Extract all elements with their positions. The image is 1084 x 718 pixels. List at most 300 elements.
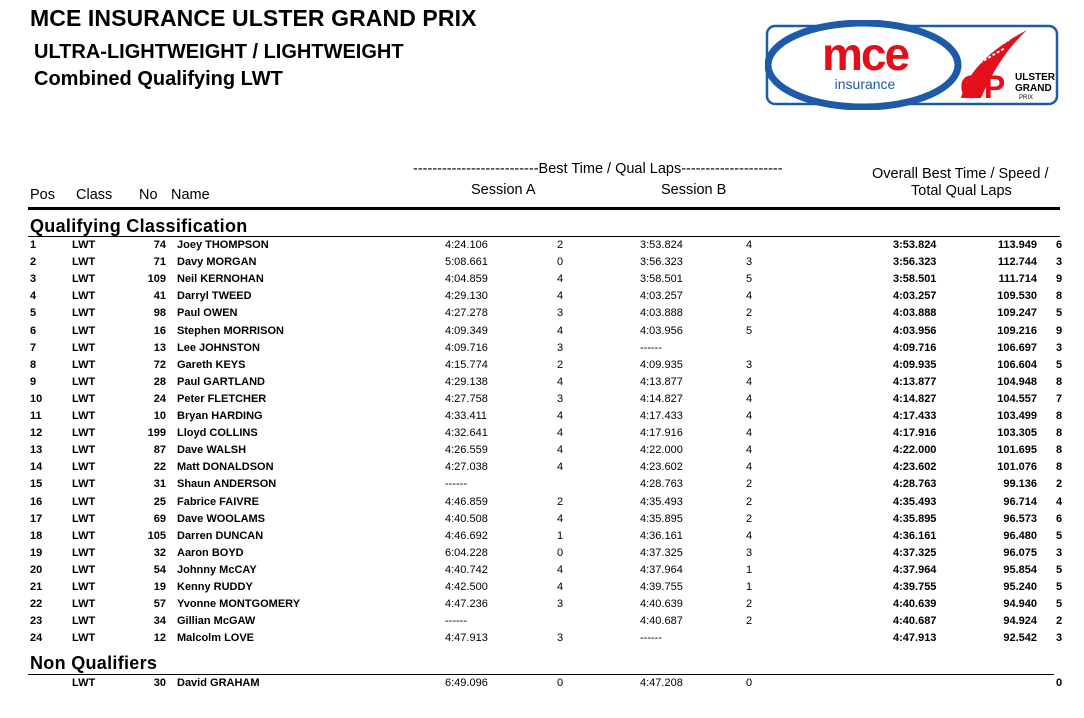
number-cell: 98: [153, 307, 166, 320]
session-b-laps-cell: 2: [746, 598, 753, 611]
class-cell: LWT: [72, 410, 96, 422]
total-laps-cell: 6: [1056, 512, 1063, 525]
total-laps-cell: 9: [1056, 324, 1063, 337]
session-a-time-cell: 5:08.661: [445, 256, 488, 269]
session-b-time-cell: 4:37.325: [640, 546, 683, 559]
qualifying-section-rule: [28, 236, 1060, 237]
total-laps-cell: 8: [1056, 410, 1063, 422]
class-cell: LWT: [72, 615, 96, 628]
session-a-time-cell: 4:04.859: [445, 273, 488, 286]
best-time-group-header: --------------------------Best Time / Qual Laps---------------------: [413, 161, 783, 177]
total-laps-cell: 2: [1056, 615, 1063, 628]
table-row: [0, 359, 1084, 376]
session-a-time-cell: 4:27.758: [445, 392, 488, 405]
session-b-time-cell: 4:09.935: [640, 358, 683, 371]
overall-header-line2: Total Qual Laps: [911, 183, 1012, 199]
session-b-laps-cell: 3: [746, 256, 753, 269]
session-a-laps-cell: 2: [557, 495, 564, 508]
table-row: [0, 547, 1084, 564]
class-cell: LWT: [72, 324, 96, 337]
table-row: [0, 632, 1084, 649]
total-laps-cell: 2: [1056, 478, 1063, 491]
non-qualifiers-section-rule: [28, 674, 1054, 675]
session-a-laps-cell: 4: [557, 427, 564, 440]
session-a-time-cell: 4:29.138: [445, 375, 488, 388]
position-cell: 1: [30, 239, 37, 251]
speed-cell: 96.573: [1003, 512, 1037, 525]
number-cell: 24: [153, 392, 166, 405]
non-qualifiers-section-title: Non Qualifiers: [30, 653, 158, 673]
session-b-time-cell: 4:03.257: [640, 290, 683, 303]
session-b-laps-cell: 4: [746, 529, 753, 542]
class-cell: LWT: [72, 392, 96, 405]
class-cell: LWT: [72, 341, 96, 354]
class-cell: LWT: [72, 598, 96, 611]
number-cell: 32: [153, 546, 166, 559]
number-cell: 16: [153, 324, 166, 337]
session-b-laps-cell: 4: [746, 239, 753, 251]
rider-name-cell: Joey THOMPSON: [177, 239, 269, 251]
speed-cell: 101.695: [997, 444, 1037, 457]
table-row: [0, 598, 1084, 615]
number-cell: 31: [153, 478, 166, 491]
class-cell: LWT: [72, 239, 96, 251]
total-laps-cell: 9: [1056, 273, 1063, 286]
no-header: No: [139, 187, 158, 203]
session-a-laps-cell: 4: [557, 444, 564, 457]
position-cell: 14: [30, 461, 43, 474]
overall-best-time-cell: 4:03.257: [893, 290, 937, 303]
speed-cell: 99.136: [1003, 478, 1037, 491]
rider-name-cell: Gareth KEYS: [177, 358, 246, 371]
position-cell: 7: [30, 341, 37, 354]
class-cell: LWT: [72, 632, 96, 645]
session-a-time-cell: 4:27.278: [445, 307, 488, 320]
name-header: Name: [171, 187, 210, 203]
session-a-laps-cell: 3: [557, 392, 564, 405]
table-row: [0, 444, 1084, 461]
session-a-time-cell: 4:09.349: [445, 324, 488, 337]
total-laps-cell: 5: [1056, 581, 1063, 593]
position-cell: 3: [30, 273, 37, 286]
rider-name-cell: Gillian McGAW: [177, 615, 256, 628]
qualifying-section-title: Qualifying Classification: [30, 216, 248, 236]
total-laps-cell: 7: [1056, 392, 1063, 405]
number-cell: 34: [153, 615, 166, 628]
class-cell: LWT: [72, 358, 96, 371]
overall-best-time-cell: 4:09.716: [893, 341, 937, 354]
overall-best-time-cell: 4:39.755: [893, 581, 937, 593]
session-b-time-cell: 4:35.895: [640, 512, 683, 525]
class-cell: LWT: [72, 273, 96, 286]
session-a-laps-cell: 4: [557, 512, 564, 525]
number-cell: 72: [153, 358, 166, 371]
number-cell: 19: [153, 581, 166, 593]
number-cell: 71: [153, 256, 166, 269]
session-a-time-cell: 4:46.692: [445, 529, 488, 542]
number-cell: 109: [147, 273, 166, 286]
logo-gp-text: GP: [960, 69, 1005, 105]
logo-insurance-text: insurance: [834, 76, 896, 92]
table-row: [0, 581, 1084, 598]
session-b-time-cell: 4:40.639: [640, 598, 683, 611]
session-b-laps-cell: 5: [746, 273, 753, 286]
table-row: [0, 342, 1084, 359]
position-cell: 23: [30, 615, 43, 628]
session-a-laps-cell: 3: [557, 307, 564, 320]
session-a-laps-cell: 4: [557, 410, 564, 422]
session-a-laps-cell: 4: [557, 581, 564, 593]
speed-cell: 96.075: [1003, 546, 1037, 559]
session-b-time-cell: 4:47.208: [640, 677, 683, 689]
speed-cell: 95.854: [1003, 563, 1037, 576]
session-b-laps-cell: 2: [746, 307, 753, 320]
total-laps-cell: 8: [1056, 461, 1063, 474]
table-row: [0, 496, 1084, 513]
session-a-time-cell: 6:49.096: [445, 677, 488, 689]
session-b-time-cell: ------: [640, 341, 662, 354]
class-cell: LWT: [72, 563, 96, 576]
rider-name-cell: Shaun ANDERSON: [177, 478, 277, 491]
session-b-time-cell: 4:03.888: [640, 307, 683, 320]
total-laps-cell: 8: [1056, 290, 1063, 303]
class-cell: LWT: [72, 546, 96, 559]
class-cell: LWT: [72, 495, 96, 508]
session-a-laps-cell: 3: [557, 632, 564, 645]
rider-name-cell: Malcolm LOVE: [177, 632, 255, 645]
number-cell: 105: [147, 529, 166, 542]
speed-cell: 109.216: [997, 324, 1037, 337]
session-a-time-cell: 4:42.500: [445, 581, 488, 593]
session-b-laps-cell: 3: [746, 546, 753, 559]
session-a-laps-cell: 2: [557, 358, 564, 371]
rider-name-cell: Dave WOOLAMS: [177, 512, 266, 525]
rider-name-cell: Peter FLETCHER: [177, 392, 267, 405]
overall-best-time-cell: 4:37.964: [893, 563, 937, 576]
speed-cell: 111.714: [998, 273, 1037, 286]
total-laps-cell: 4: [1056, 495, 1063, 508]
table-row: [0, 325, 1084, 342]
number-cell: 28: [153, 375, 166, 388]
rider-name-cell: Lloyd COLLINS: [177, 427, 258, 440]
rider-name-cell: Davy MORGAN: [177, 256, 257, 269]
position-cell: 13: [30, 444, 43, 457]
logo-grand-text: GRAND: [1015, 83, 1052, 94]
total-laps-cell: 5: [1056, 598, 1063, 611]
position-cell: 8: [30, 358, 37, 371]
class-cell: LWT: [72, 256, 96, 269]
class-cell: LWT: [72, 307, 96, 320]
table-row: [0, 677, 1084, 694]
speed-cell: 94.940: [1003, 598, 1037, 611]
session-b-laps-cell: 1: [746, 563, 753, 576]
number-cell: 13: [153, 341, 166, 354]
class-cell: LWT: [72, 461, 96, 474]
overall-best-time-cell: 4:23.602: [893, 461, 937, 474]
total-laps-cell: 3: [1056, 632, 1063, 645]
session-b-time-cell: ------: [640, 632, 662, 645]
speed-cell: 95.240: [1003, 581, 1037, 593]
position-cell: 21: [30, 581, 43, 593]
speed-cell: 101.076: [997, 461, 1037, 474]
header-rule: [28, 207, 1060, 210]
overall-best-time-cell: 4:17.916: [893, 427, 937, 440]
table-row: [0, 273, 1084, 290]
session-a-laps-cell: 4: [557, 563, 564, 576]
class-cell: LWT: [72, 444, 96, 457]
session-b-laps-cell: 4: [746, 392, 753, 405]
speed-cell: 104.557: [997, 392, 1037, 405]
rider-name-cell: Aaron BOYD: [177, 546, 244, 559]
overall-best-time-cell: 4:13.877: [893, 375, 937, 388]
overall-best-time-cell: 4:35.895: [893, 512, 937, 525]
session-b-time-cell: 4:37.964: [640, 563, 683, 576]
total-laps-cell: 5: [1056, 307, 1063, 320]
session-b-laps-cell: 2: [746, 478, 753, 491]
position-cell: 19: [30, 546, 43, 559]
table-row: [0, 461, 1084, 478]
session-a-laps-cell: 4: [557, 273, 564, 286]
session-a-time-cell: ------: [445, 615, 467, 628]
logo-ulster-text: ULSTER: [1015, 72, 1055, 83]
session-a-time-cell: 4:15.774: [445, 358, 488, 371]
number-cell: 87: [153, 444, 166, 457]
overall-best-time-cell: 3:53.824: [893, 239, 937, 251]
position-cell: 10: [30, 392, 43, 405]
total-laps-cell: 5: [1056, 563, 1063, 576]
position-cell: 20: [30, 563, 43, 576]
session-a-time-cell: 4:27.038: [445, 461, 488, 474]
rider-name-cell: Dave WALSH: [177, 444, 247, 457]
session-b-time-cell: 3:56.323: [640, 256, 683, 269]
overall-best-time-cell: 4:14.827: [893, 392, 937, 405]
overall-best-time-cell: 4:17.433: [893, 410, 937, 422]
class-cell: LWT: [72, 375, 96, 388]
table-row: [0, 307, 1084, 324]
number-cell: 10: [153, 410, 166, 422]
class-cell: LWT: [72, 529, 96, 542]
speed-cell: 103.499: [997, 410, 1037, 422]
rider-name-cell: Yvonne MONTGOMERY: [177, 598, 301, 611]
session-b-laps-cell: 4: [746, 290, 753, 303]
rider-name-cell: Neil KERNOHAN: [177, 273, 264, 286]
speed-cell: 113.949: [997, 239, 1037, 251]
session-b-laps-cell: 4: [746, 410, 753, 422]
session-a-time-cell: 4:40.508: [445, 512, 488, 525]
overall-best-time-cell: 4:03.956: [893, 324, 937, 337]
table-row: [0, 478, 1084, 495]
session-b-time-cell: 3:53.824: [640, 239, 683, 251]
page-title: MCE INSURANCE ULSTER GRAND PRIX: [30, 5, 477, 31]
number-cell: 22: [153, 461, 166, 474]
rider-name-cell: Lee JOHNSTON: [177, 341, 260, 354]
number-cell: 199: [147, 427, 166, 440]
speed-cell: 96.714: [1003, 495, 1037, 508]
class-cell: LWT: [72, 290, 96, 303]
session-a-laps-cell: 2: [557, 239, 564, 251]
number-cell: 57: [153, 598, 166, 611]
session-b-time-cell: 4:03.956: [640, 324, 683, 337]
overall-best-time-cell: 4:35.493: [893, 495, 937, 508]
session-b-time-cell: 4:39.755: [640, 581, 683, 593]
number-cell: 69: [153, 512, 166, 525]
rider-name-cell: Bryan HARDING: [177, 410, 263, 422]
session-a-time-cell: 4:09.716: [445, 341, 488, 354]
overall-best-time-cell: 4:22.000: [893, 444, 937, 457]
session-b-laps-cell: 2: [746, 495, 753, 508]
overall-best-time-cell: 4:28.763: [893, 478, 937, 491]
session-a-laps-cell: 0: [557, 546, 564, 559]
overall-best-time-cell: 4:47.913: [893, 632, 937, 645]
session-a-time-cell: 4:40.742: [445, 563, 488, 576]
speed-cell: 106.697: [997, 341, 1037, 354]
session-a-laps-cell: 1: [557, 529, 564, 542]
total-laps-cell: 3: [1056, 256, 1063, 269]
class-cell: LWT: [72, 581, 96, 593]
rider-name-cell: Matt DONALDSON: [177, 461, 274, 474]
speed-cell: 109.247: [997, 307, 1037, 320]
speed-cell: 96.480: [1003, 529, 1037, 542]
class-header: Class: [76, 187, 113, 203]
session-a-time-cell: 4:24.106: [445, 239, 488, 251]
total-laps-cell: 8: [1056, 427, 1063, 440]
session-a-time-cell: 4:32.641: [445, 427, 488, 440]
position-cell: 18: [30, 529, 43, 542]
session-b-laps-cell: 1: [746, 581, 753, 593]
position-cell: 17: [30, 512, 43, 525]
session-a-time-cell: 6:04.228: [445, 546, 488, 559]
class-cell: LWT: [72, 427, 96, 440]
number-cell: 74: [153, 239, 166, 251]
rider-name-cell: Darren DUNCAN: [177, 529, 264, 542]
position-cell: 9: [30, 375, 37, 388]
rider-name-cell: Stephen MORRISON: [177, 324, 284, 337]
session-a-time-cell: ------: [445, 478, 467, 491]
session-b-laps-cell: 3: [746, 358, 753, 371]
session-a-time-cell: 4:47.236: [445, 598, 488, 611]
session-b-laps-cell: 2: [746, 615, 753, 628]
session-a-laps-cell: 4: [557, 324, 564, 337]
position-cell: 22: [30, 598, 43, 611]
logo-prix-text: PRIX: [1019, 95, 1034, 101]
session-b-time-cell: 4:40.687: [640, 615, 683, 628]
overall-best-time-cell: 4:37.325: [893, 546, 937, 559]
session-b-time-cell: 4:28.763: [640, 478, 683, 491]
session-b-time-cell: 4:17.916: [640, 427, 683, 440]
session-title: Combined Qualifying LWT: [34, 68, 283, 90]
session-b-time-cell: 3:58.501: [640, 273, 683, 286]
speed-cell: 109.530: [997, 290, 1037, 303]
class-cell: LWT: [72, 512, 96, 525]
number-cell: 12: [153, 632, 166, 645]
overall-best-time-cell: 4:40.687: [893, 615, 937, 628]
session-a-laps-cell: 3: [557, 341, 564, 354]
table-row: [0, 530, 1084, 547]
total-laps-cell: 8: [1056, 444, 1063, 457]
position-cell: 15: [30, 478, 43, 491]
position-cell: 12: [30, 427, 43, 440]
session-a-laps-cell: 0: [557, 256, 564, 269]
rider-name-cell: David GRAHAM: [177, 677, 260, 689]
position-cell: 6: [30, 324, 37, 337]
total-laps-cell: 6: [1056, 239, 1063, 251]
mce-ulster-gp-logo: [765, 20, 1061, 110]
table-row: [0, 615, 1084, 632]
table-row: [0, 256, 1084, 273]
pos-header: Pos: [30, 187, 55, 203]
session-b-time-cell: 4:36.161: [640, 529, 683, 542]
page-subtitle: ULTRA-LIGHTWEIGHT / LIGHTWEIGHT: [34, 41, 404, 63]
table-row: [0, 427, 1084, 444]
session-b-time-cell: 4:22.000: [640, 444, 683, 457]
rider-name-cell: Paul OWEN: [177, 307, 238, 320]
number-cell: 54: [153, 563, 166, 576]
total-laps-cell: 0: [1056, 677, 1063, 689]
position-cell: 2: [30, 256, 37, 269]
rider-name-cell: Darryl TWEED: [177, 290, 252, 303]
speed-cell: 112.744: [997, 256, 1037, 269]
overall-best-time-cell: 4:36.161: [893, 529, 937, 542]
session-b-laps-cell: 4: [746, 427, 753, 440]
session-b-laps-cell: 4: [746, 461, 753, 474]
position-cell: 5: [30, 307, 37, 320]
overall-header-line1: Overall Best Time / Speed /: [872, 166, 1049, 182]
session-b-laps-cell: 4: [746, 375, 753, 388]
position-cell: 24: [30, 632, 43, 645]
rider-name-cell: Fabrice FAIVRE: [177, 495, 259, 508]
session-a-time-cell: 4:33.411: [445, 410, 488, 422]
rider-name-cell: Johnny McCAY: [177, 563, 257, 576]
number-cell: 30: [153, 677, 166, 689]
class-cell: LWT: [72, 478, 96, 491]
session-a-time-cell: 4:46.859: [445, 495, 488, 508]
session-a-time-cell: 4:47.913: [445, 632, 488, 645]
session-a-time-cell: 4:29.130: [445, 290, 488, 303]
session-a-laps-cell: 4: [557, 290, 564, 303]
logo-mce-text: mce: [821, 28, 909, 80]
rider-name-cell: Paul GARTLAND: [177, 375, 265, 388]
table-row: [0, 564, 1084, 581]
speed-cell: 104.948: [997, 375, 1037, 388]
total-laps-cell: 8: [1056, 375, 1063, 388]
table-row: [0, 393, 1084, 410]
overall-best-time-cell: 4:09.935: [893, 358, 937, 371]
total-laps-cell: 3: [1056, 546, 1063, 559]
table-row: [0, 376, 1084, 393]
rider-name-cell: Kenny RUDDY: [177, 581, 253, 593]
session-a-laps-cell: 4: [557, 461, 564, 474]
total-laps-cell: 3: [1056, 341, 1063, 354]
total-laps-cell: 5: [1056, 358, 1063, 371]
position-cell: 4: [30, 290, 37, 303]
overall-best-time-cell: 4:03.888: [893, 307, 937, 320]
overall-best-time-cell: 3:56.323: [893, 256, 937, 269]
session-b-laps-cell: 5: [746, 324, 753, 337]
position-cell: 16: [30, 495, 43, 508]
session-a-laps-cell: 0: [557, 677, 564, 689]
session-a-laps-cell: 3: [557, 598, 564, 611]
overall-best-time-cell: 3:58.501: [893, 273, 937, 286]
session-b-time-cell: 4:23.602: [640, 461, 683, 474]
total-laps-cell: 5: [1056, 529, 1063, 542]
session-b-laps-cell: 4: [746, 444, 753, 457]
table-row: [0, 239, 1084, 256]
session-a-laps-cell: 4: [557, 375, 564, 388]
overall-best-time-cell: 4:40.639: [893, 598, 937, 611]
session-b-laps-cell: 2: [746, 512, 753, 525]
speed-cell: 94.924: [1003, 615, 1037, 628]
table-row: [0, 513, 1084, 530]
